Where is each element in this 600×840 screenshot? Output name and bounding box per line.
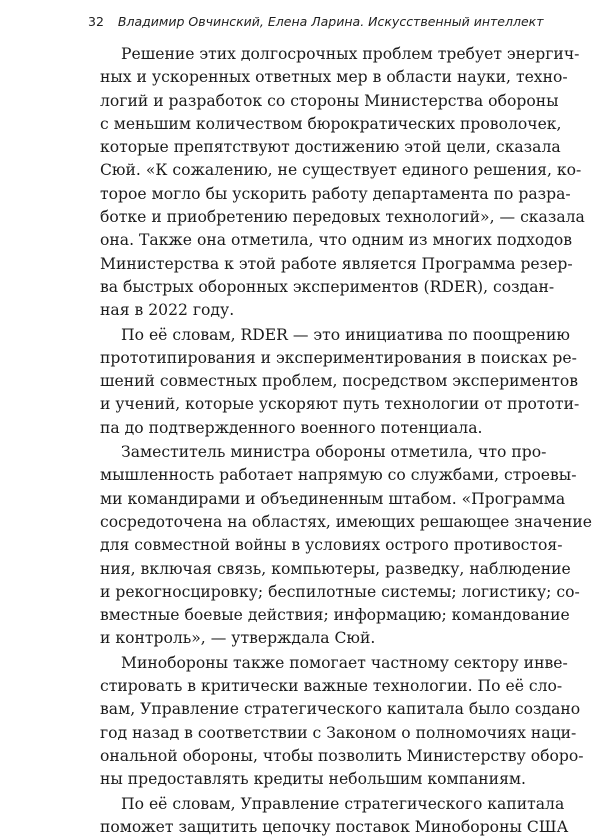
- text-line: Министерства к этой работе является Программа резер-: [100, 254, 573, 273]
- text-line: мышленность работает напрямую со службами, строевы-: [100, 466, 577, 485]
- text-line: шений совместных проблем, посредством экспериментов: [100, 372, 579, 391]
- text-line: вам, Управление стратегического капитала было создано: [100, 700, 581, 719]
- text-line: ная в 2022 году.: [100, 301, 235, 320]
- page-number: 32: [88, 14, 104, 29]
- text-line: вместные боевые действия; информацию; командование: [100, 606, 570, 625]
- text-line: Решение этих долгосрочных проблем требует энергич-: [121, 45, 580, 63]
- text-line: ния, включая связь, компьютеры, разведку, наблюдение: [100, 559, 571, 578]
- text-line: Заместитель министра обороны отметила, что про-: [121, 443, 547, 462]
- text-line: ботке и приобретению передовых технологий», — сказала: [100, 208, 585, 227]
- text-line: Минобороны также помогает частному сектору инве-: [121, 653, 568, 672]
- text-line: и контроль», — утверждала Сюй.: [100, 629, 376, 648]
- paragraph: [100, 793, 569, 840]
- text-line: которые препятствуют достижению этой цели, сказала: [100, 138, 561, 157]
- text-line: ны предоставлять кредиты небольшим компаниям.: [100, 770, 526, 789]
- body-text: [100, 43, 592, 840]
- text-line: логий и разработок со стороны Министерства обороны: [100, 91, 559, 110]
- text-line: По её словам, RDER — это инициатива по поощрению: [121, 325, 571, 344]
- text-line: и рекогносцировку; беспилотные системы; логистику; со-: [100, 582, 580, 601]
- text-line: и учений, которые ускоряют путь технологии от прототи-: [100, 395, 580, 414]
- text-line: с меньшим количеством бюрократических проволочек,: [100, 114, 562, 133]
- running-head-title: Владимир Овчинский, Елена Ларина. Искусственный интеллект: [117, 14, 544, 29]
- text-line: па до подтвержденного военного потенциала.: [100, 418, 483, 437]
- text-line: ми командирами и объединенным штабом. «Программа: [100, 489, 566, 508]
- paragraph: [100, 652, 584, 792]
- text-line: сосредоточена на областях, имеющих решающее значение: [100, 512, 592, 531]
- paragraph: [100, 324, 580, 440]
- text-line: для совместной войны в условиях острого противостоя-: [100, 536, 563, 555]
- paragraph: [100, 43, 585, 323]
- running-head: [88, 12, 558, 32]
- text-line: поможет защитить цепочку поставок Минобороны США: [100, 817, 569, 836]
- text-line: ональной обороны, чтобы позволить Министерству оборо-: [100, 746, 584, 765]
- text-line: она. Также она отметила, что одним из многих подходов: [100, 231, 573, 250]
- text-line: торое могло бы ускорить работу департамента по разра-: [100, 184, 571, 203]
- text-line: прототипирования и экспериментирования в поисках ре-: [100, 348, 577, 367]
- text-line: ва быстрых оборонных экспериментов (RDER), создан-: [100, 277, 555, 296]
- text-line: стировать в критически важные технологии. По её сло-: [100, 677, 563, 696]
- paragraph: [100, 441, 592, 651]
- text-line: год назад в соответствии с Законом о полномочиях наци-: [100, 723, 577, 742]
- text-line: ных и ускоренных ответных мер в области науки, техно-: [100, 68, 568, 87]
- text-line: Сюй. «К сожалению, не существует единого решения, ко-: [100, 161, 582, 180]
- text-line: По её словам, Управление стратегического капитала: [121, 794, 565, 813]
